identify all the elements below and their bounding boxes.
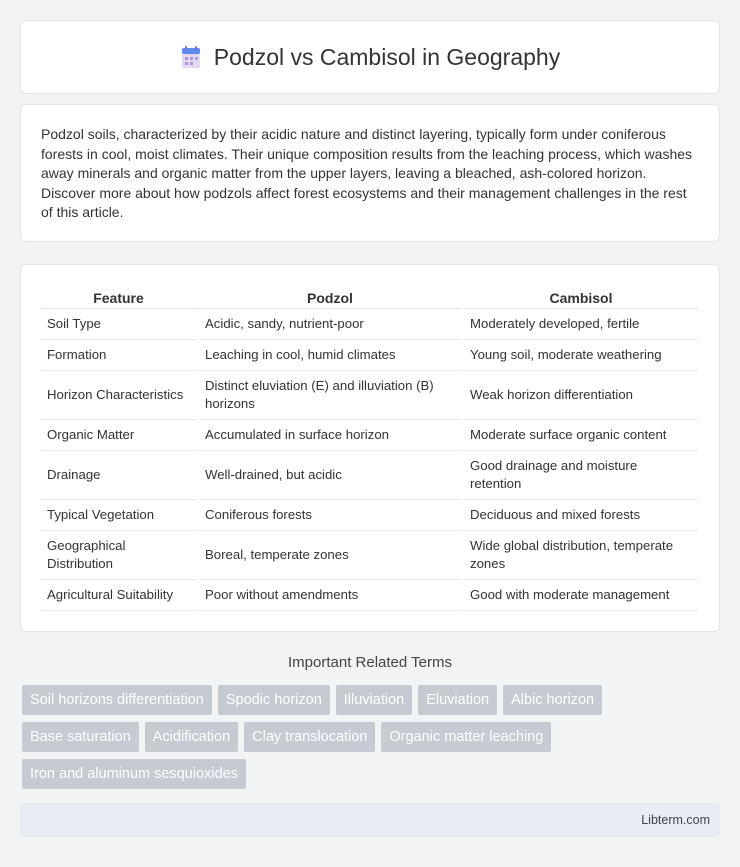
related-term-tag[interactable]: Albic horizon bbox=[503, 685, 602, 715]
table-row bbox=[41, 531, 698, 580]
footer-site-link[interactable]: Libterm.com bbox=[641, 813, 710, 827]
page-title: Podzol vs Cambisol in Geography bbox=[213, 43, 561, 70]
table-cell: Moderate surface organic content bbox=[464, 420, 698, 451]
table-cell: Distinct eluviation (E) and illuviation (B) horizons bbox=[199, 371, 461, 420]
table-cell: Horizon Characteristics bbox=[41, 371, 196, 420]
table-cell: Typical Vegetation bbox=[41, 500, 196, 531]
header-podzol: Podzol bbox=[199, 285, 461, 309]
table-cell: Good with moderate management bbox=[464, 580, 698, 611]
intro-text: Podzol soils, characterized by their acidic nature and distinct layering, typically form under coniferous forests in cool, moist climates. Their unique composition results from the leaching process, which washes away minerals and organic matter from the upper layers, leaving a bleached, ash-colored horizon. Discover more about how podzols affect forest ecosystems and their management challenges in the rest of this article. bbox=[41, 126, 693, 220]
table-row bbox=[41, 371, 698, 420]
intro-card bbox=[20, 104, 720, 242]
table-cell: Poor without amendments bbox=[199, 580, 461, 611]
related-term-tag[interactable]: Eluviation bbox=[418, 685, 497, 715]
table-cell: Weak horizon differentiation bbox=[464, 371, 698, 420]
table-cell: Boreal, temperate zones bbox=[199, 531, 461, 580]
table-cell: Wide global distribution, temperate zones bbox=[464, 531, 698, 580]
related-term-tag[interactable]: Spodic horizon bbox=[218, 685, 330, 715]
table-cell: Agricultural Suitability bbox=[41, 580, 196, 611]
table-cell: Soil Type bbox=[41, 309, 196, 340]
table-row bbox=[41, 340, 698, 371]
table-row bbox=[41, 500, 698, 531]
comparison-table bbox=[38, 285, 701, 611]
related-term-tag[interactable]: Illuviation bbox=[336, 685, 412, 715]
table-header-row bbox=[41, 285, 698, 309]
related-term-tag[interactable]: Iron and aluminum sesquioxides bbox=[22, 759, 246, 789]
table-cell: Drainage bbox=[41, 451, 196, 500]
table-cell: Good drainage and moisture retention bbox=[464, 451, 698, 500]
table-row bbox=[41, 309, 698, 340]
table-row bbox=[41, 420, 698, 451]
footer bbox=[20, 803, 720, 837]
table-cell: Coniferous forests bbox=[199, 500, 461, 531]
related-terms-list bbox=[22, 685, 722, 789]
related-term-tag[interactable]: Organic matter leaching bbox=[381, 722, 551, 752]
header-cambisol: Cambisol bbox=[464, 285, 698, 309]
table-cell: Well-drained, but acidic bbox=[199, 451, 461, 500]
related-term-tag[interactable]: Clay translocation bbox=[244, 722, 375, 752]
document-icon bbox=[180, 45, 202, 69]
table-row bbox=[41, 451, 698, 500]
related-term-tag[interactable]: Acidification bbox=[145, 722, 238, 752]
table-cell: Deciduous and mixed forests bbox=[464, 500, 698, 531]
related-terms-title: Important Related Terms bbox=[288, 654, 452, 671]
table-cell: Acidic, sandy, nutrient-poor bbox=[199, 309, 461, 340]
related-term-tag[interactable]: Soil horizons differentiation bbox=[22, 685, 212, 715]
table-cell: Geographical Distribution bbox=[41, 531, 196, 580]
table-cell: Leaching in cool, humid climates bbox=[199, 340, 461, 371]
table-cell: Accumulated in surface horizon bbox=[199, 420, 461, 451]
title-card bbox=[20, 20, 720, 94]
header-feature: Feature bbox=[41, 285, 196, 309]
related-term-tag[interactable]: Base saturation bbox=[22, 722, 139, 752]
table-cell: Young soil, moderate weathering bbox=[464, 340, 698, 371]
comparison-table-card bbox=[20, 264, 720, 632]
table-cell: Formation bbox=[41, 340, 196, 371]
table-cell: Organic Matter bbox=[41, 420, 196, 451]
table-row bbox=[41, 580, 698, 611]
table-cell: Moderately developed, fertile bbox=[464, 309, 698, 340]
